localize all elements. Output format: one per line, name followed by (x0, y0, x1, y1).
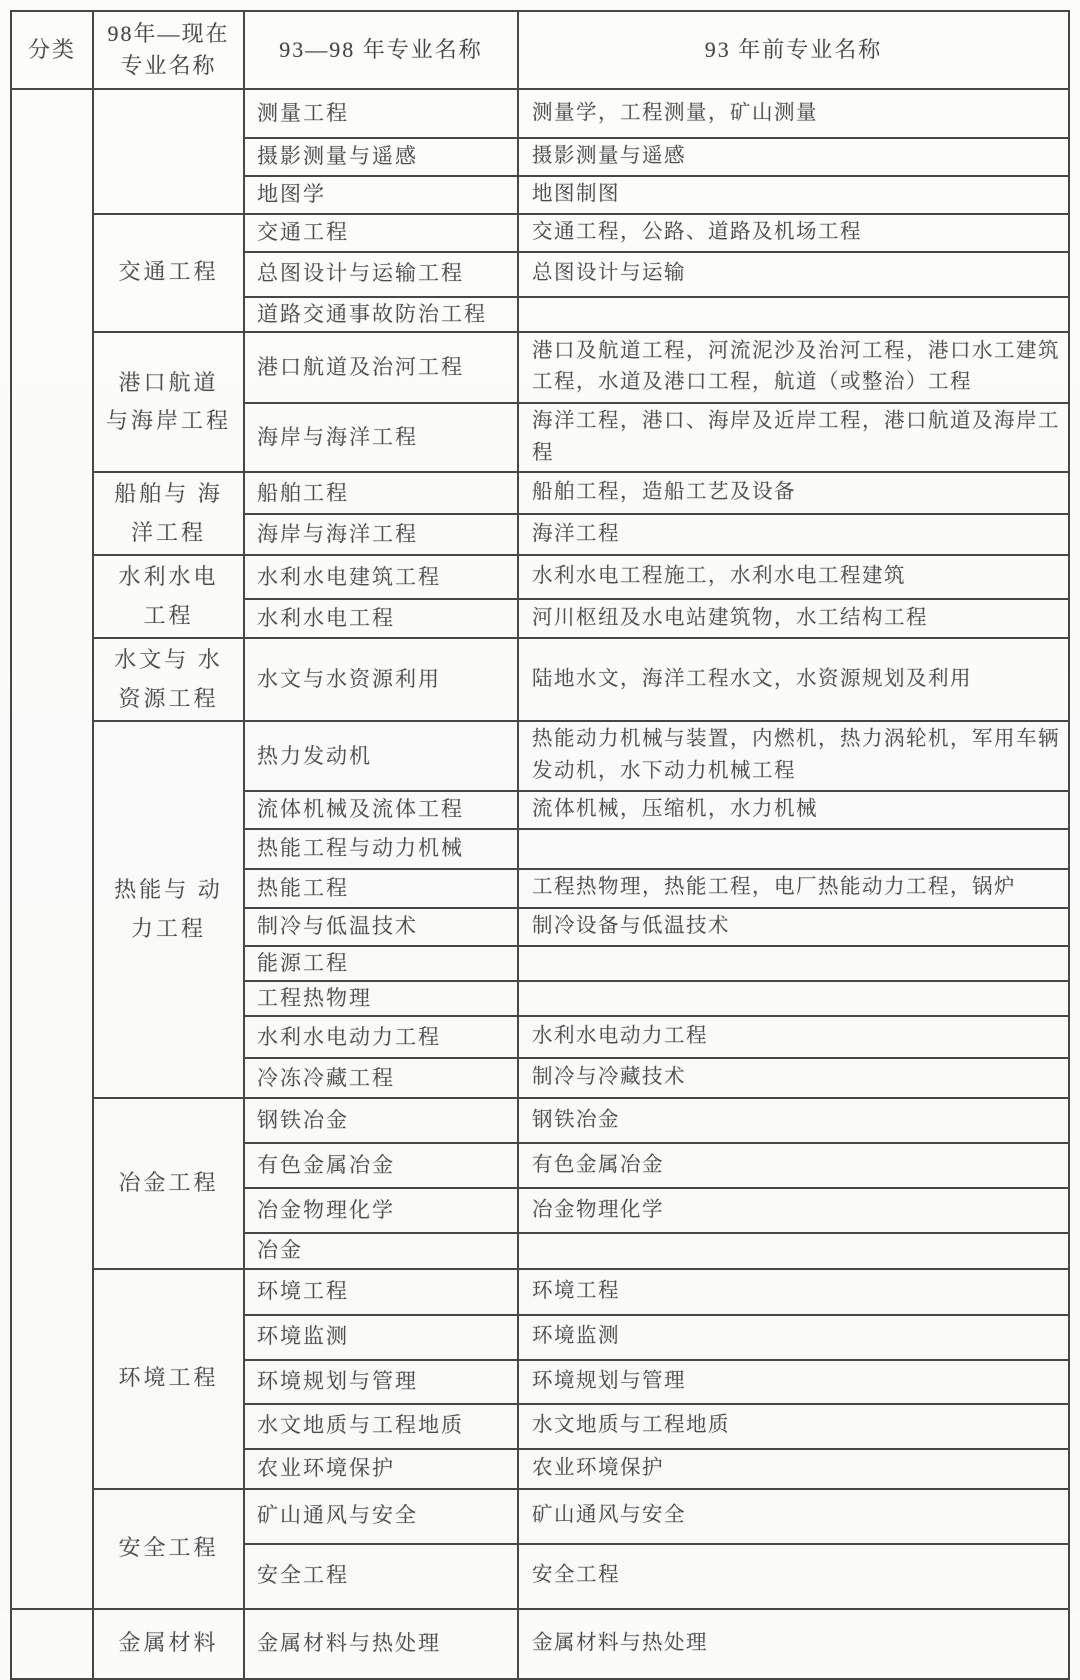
major-93-98-cell: 流体机械及流体工程 (244, 791, 518, 829)
group-name-cell: 水文与 水资源工程 (93, 638, 244, 721)
major-pre-93-cell: 水利水电动力工程 (518, 1016, 1069, 1058)
major-pre-93-cell: 河川枢纽及水电站建筑物，水工结构工程 (518, 599, 1069, 638)
major-pre-93-cell: 摄影测量与遥感 (518, 138, 1069, 176)
major-pre-93-cell: 海洋工程，港口、海岸及近岸工程，港口航道及海岸工程 (518, 403, 1069, 473)
major-93-98-cell: 冶金物理化学 (244, 1188, 518, 1233)
major-93-98-cell: 海岸与海洋工程 (244, 403, 518, 473)
major-93-98-cell: 总图设计与运输工程 (244, 252, 518, 297)
major-pre-93-cell: 环境工程 (518, 1269, 1069, 1315)
major-93-98-cell: 热力发动机 (244, 721, 518, 791)
major-93-98-cell: 工程热物理 (244, 981, 518, 1016)
major-93-98-cell: 港口航道及治河工程 (244, 332, 518, 403)
category-cell (11, 1609, 93, 1679)
major-mapping-table (10, 10, 1070, 1680)
major-93-98-cell: 测量工程 (244, 89, 518, 138)
major-pre-93-cell: 船舶工程，造船工艺及设备 (518, 472, 1069, 514)
group-name-cell: 环境工程 (93, 1269, 244, 1489)
major-pre-93-cell: 制冷设备与低温技术 (518, 908, 1069, 946)
group-name-cell: 港口航道 与海岸工程 (93, 332, 244, 473)
major-93-98-cell: 制冷与低温技术 (244, 908, 518, 946)
table-row (11, 638, 1069, 721)
table-body (11, 89, 1069, 1679)
major-93-98-cell: 道路交通事故防治工程 (244, 297, 518, 332)
major-93-98-cell: 水文与水资源利用 (244, 638, 518, 721)
major-pre-93-cell (518, 946, 1069, 981)
major-93-98-cell: 矿山通风与安全 (244, 1489, 518, 1544)
major-93-98-cell: 冶金 (244, 1233, 518, 1268)
major-93-98-cell: 交通工程 (244, 214, 518, 252)
group-name-cell: 安全工程 (93, 1489, 244, 1609)
header-row (11, 11, 1069, 89)
major-pre-93-cell (518, 1233, 1069, 1268)
major-pre-93-cell: 矿山通风与安全 (518, 1489, 1069, 1544)
major-pre-93-cell: 总图设计与运输 (518, 252, 1069, 297)
major-93-98-cell: 热能工程 (244, 869, 518, 908)
major-pre-93-cell: 热能动力机械与装置，内燃机，热力涡轮机，军用车辆发动机，水下动力机械工程 (518, 721, 1069, 791)
major-pre-93-cell: 流体机械，压缩机，水力机械 (518, 791, 1069, 829)
table-row (11, 332, 1069, 403)
major-93-98-cell: 船舶工程 (244, 472, 518, 514)
major-93-98-cell: 安全工程 (244, 1544, 518, 1609)
major-93-98-cell: 钢铁冶金 (244, 1098, 518, 1143)
major-pre-93-cell: 冶金物理化学 (518, 1188, 1069, 1233)
table-row (11, 555, 1069, 599)
header-category: 分类 (11, 11, 93, 89)
group-name-cell: 交通工程 (93, 214, 244, 332)
group-name-cell (93, 89, 244, 214)
group-name-cell: 水利水电 工程 (93, 555, 244, 638)
table-row (11, 1269, 1069, 1315)
major-pre-93-cell: 环境规划与管理 (518, 1360, 1069, 1404)
table-row (11, 1098, 1069, 1143)
table-row (11, 721, 1069, 791)
table-row (11, 1609, 1069, 1679)
major-93-98-cell: 环境规划与管理 (244, 1360, 518, 1404)
major-93-98-cell: 金属材料与热处理 (244, 1609, 518, 1679)
major-pre-93-cell: 水利水电工程施工，水利水电工程建筑 (518, 555, 1069, 599)
major-pre-93-cell: 钢铁冶金 (518, 1098, 1069, 1143)
major-pre-93-cell: 交通工程，公路、道路及机场工程 (518, 214, 1069, 252)
header-pre-93: 93 年前专业名称 (518, 11, 1069, 89)
major-93-98-cell: 水文地质与工程地质 (244, 1404, 518, 1449)
major-pre-93-cell: 海洋工程 (518, 514, 1069, 556)
table-row (11, 214, 1069, 252)
major-pre-93-cell: 工程热物理，热能工程，电厂热能动力工程，锅炉 (518, 869, 1069, 908)
major-93-98-cell: 环境监测 (244, 1315, 518, 1360)
major-93-98-cell: 有色金属冶金 (244, 1143, 518, 1188)
major-pre-93-cell: 制冷与冷藏技术 (518, 1058, 1069, 1098)
group-name-cell: 船舶与 海洋工程 (93, 472, 244, 555)
major-pre-93-cell (518, 829, 1069, 869)
major-pre-93-cell: 测量学，工程测量，矿山测量 (518, 89, 1069, 138)
major-93-98-cell: 水利水电建筑工程 (244, 555, 518, 599)
major-93-98-cell: 热能工程与动力机械 (244, 829, 518, 869)
major-93-98-cell: 海岸与海洋工程 (244, 514, 518, 556)
category-cell (11, 89, 93, 1609)
group-name-cell: 冶金工程 (93, 1098, 244, 1268)
major-pre-93-cell (518, 297, 1069, 332)
major-pre-93-cell (518, 981, 1069, 1016)
major-93-98-cell: 农业环境保护 (244, 1449, 518, 1489)
header-93-to-98: 93—98 年专业名称 (244, 11, 518, 89)
major-93-98-cell: 地图学 (244, 176, 518, 214)
table-row (11, 472, 1069, 514)
header-98-to-now: 98年—现在专业名称 (93, 11, 244, 89)
table-row (11, 89, 1069, 138)
major-pre-93-cell: 地图制图 (518, 176, 1069, 214)
major-pre-93-cell: 金属材料与热处理 (518, 1609, 1069, 1679)
major-93-98-cell: 能源工程 (244, 946, 518, 981)
major-93-98-cell: 环境工程 (244, 1269, 518, 1315)
major-pre-93-cell: 有色金属冶金 (518, 1143, 1069, 1188)
major-pre-93-cell: 水文地质与工程地质 (518, 1404, 1069, 1449)
table-row (11, 1489, 1069, 1544)
major-pre-93-cell: 陆地水文，海洋工程水文，水资源规划及利用 (518, 638, 1069, 721)
major-pre-93-cell: 安全工程 (518, 1544, 1069, 1609)
major-93-98-cell: 冷冻冷藏工程 (244, 1058, 518, 1098)
major-pre-93-cell: 港口及航道工程，河流泥沙及治河工程，港口水工建筑工程，水道及港口工程，航道（或整治）工程 (518, 332, 1069, 403)
group-name-cell: 热能与 动力工程 (93, 721, 244, 1098)
major-pre-93-cell: 环境监测 (518, 1315, 1069, 1360)
major-pre-93-cell: 农业环境保护 (518, 1449, 1069, 1489)
group-name-cell: 金属材料 (93, 1609, 244, 1679)
major-93-98-cell: 水利水电工程 (244, 599, 518, 638)
major-93-98-cell: 水利水电动力工程 (244, 1016, 518, 1058)
major-93-98-cell: 摄影测量与遥感 (244, 138, 518, 176)
